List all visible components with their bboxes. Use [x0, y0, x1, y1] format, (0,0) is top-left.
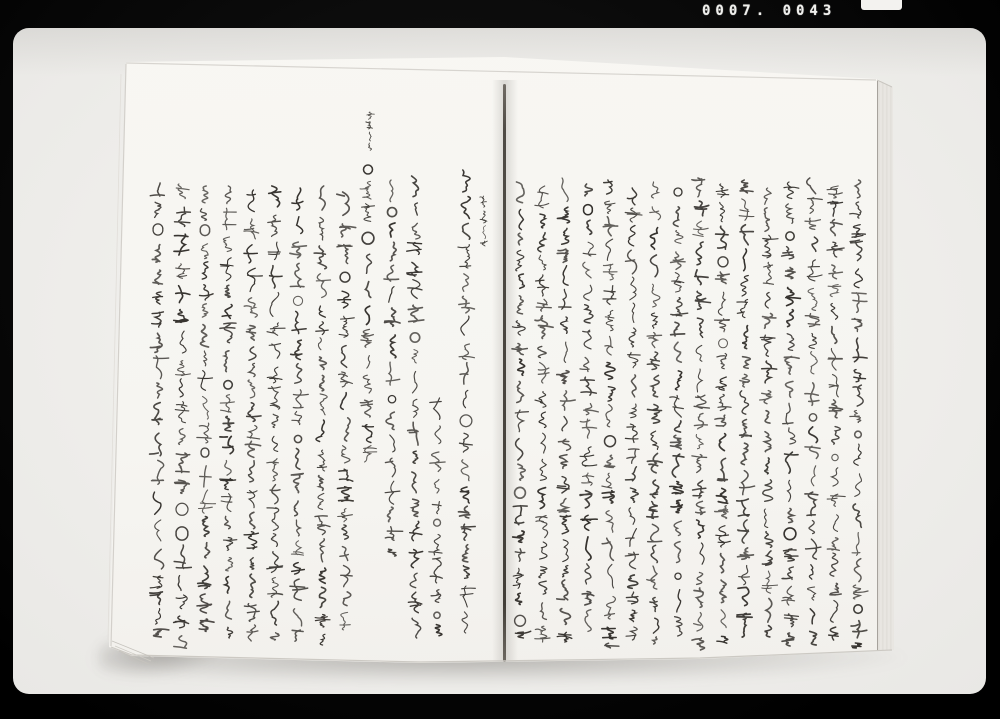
text-column-left-page: [337, 192, 356, 630]
text-column-left-page: [197, 186, 216, 631]
text-column-left-page: [314, 186, 330, 645]
manuscript-text-columns: [150, 112, 868, 650]
text-column-left-page: [290, 188, 308, 641]
text-column-right-page: [760, 188, 778, 637]
text-column-right-page: [647, 182, 662, 644]
text-column-right-page: [805, 178, 822, 645]
text-column-right-page: [670, 188, 688, 636]
text-column-left-page: [429, 398, 445, 636]
text-column-left-page: [244, 190, 263, 641]
text-column-left-page: [267, 186, 285, 640]
text-column-left-page: [407, 176, 424, 638]
text-column-right-page: [850, 180, 868, 648]
text-column-right-page: [580, 184, 598, 631]
text-column-right-page: [557, 178, 575, 642]
text-column-left-page: [360, 165, 377, 462]
text-column-left-page: [174, 184, 192, 648]
text-column-left-page: [384, 180, 403, 556]
text-column-right-page: [692, 178, 711, 650]
text-column-left-page: [150, 183, 169, 637]
film-frame-counter: 0007. 0043: [702, 3, 837, 19]
text-column-right-page: [602, 180, 619, 648]
text-column-right-page: [535, 186, 553, 642]
text-column-right-page: [625, 188, 642, 640]
text-column-right-page: [715, 184, 732, 643]
text-column-right-page: [512, 182, 531, 638]
text-column-left-page: [220, 186, 237, 638]
interlinear-annotation: [480, 196, 488, 246]
text-column-right-page: [827, 186, 845, 640]
section-number-label: [366, 112, 375, 150]
text-column-right-page: [782, 182, 801, 646]
text-column-left-page: [458, 170, 476, 633]
text-column-right-page: [737, 180, 755, 637]
